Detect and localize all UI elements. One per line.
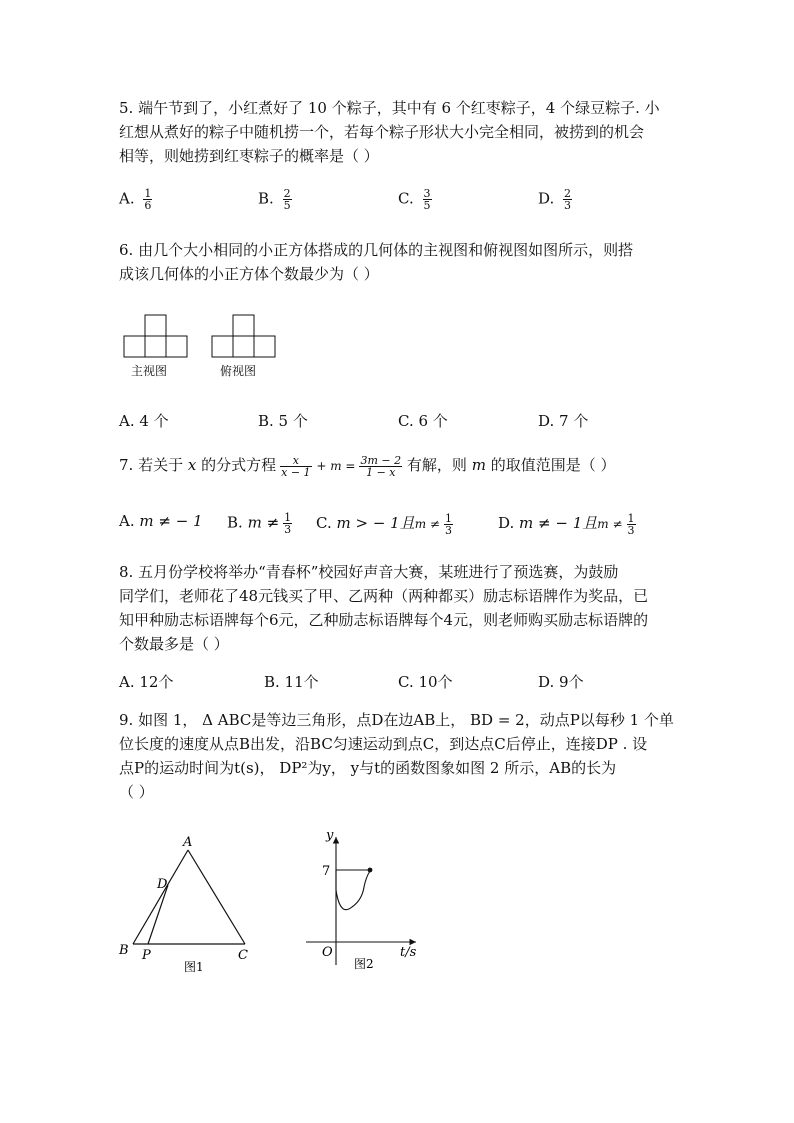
- function-curve: [336, 870, 370, 910]
- q9-figure-1: [110, 830, 260, 980]
- figure-1-caption: 图1: [184, 960, 204, 974]
- q7-var-m: m: [471, 456, 486, 474]
- q8-line3: 知甲种励志标语牌每个6元，乙种励志标语牌每个4元，则老师购买励志标语牌的: [119, 611, 649, 629]
- q7-option-c-fraction: $\frac{1}{3}$: [444, 511, 452, 537]
- label-d: D: [157, 877, 168, 892]
- top-view-label: 俯视图: [220, 364, 257, 378]
- q7-mid: 的分式方程: [201, 456, 277, 474]
- front-view-drawing: [124, 315, 187, 357]
- question-8: [119, 560, 679, 656]
- q5-option-d-fraction: $\frac{2}{3}$: [564, 187, 572, 212]
- q8-line1: 8. 五月份学校将举办“青春杯”校园好声音大赛，某班进行了预选赛，为鼓励: [119, 563, 619, 581]
- y-axis-label: y: [326, 828, 334, 843]
- q5-option-c-fraction: $\frac{3}{5}$: [423, 187, 431, 212]
- question-6: [119, 238, 679, 286]
- q6-line1: 6. 由几个大小相同的小正方体搭成的几何体的主视图和俯视图如图所示，则搭: [119, 241, 634, 259]
- label-c: C: [238, 948, 248, 963]
- q9-line2: 位长度的速度从点B出发，沿BC匀速运动到点C，到达点C后停止，连接DP . 设: [119, 735, 648, 753]
- side-ac: [188, 850, 245, 944]
- x-axis-label: t/s: [400, 945, 417, 960]
- q7-eq-left-fraction: $\frac{x}{x - 1}$: [281, 453, 311, 479]
- q5-option-b[interactable]: B. $\frac{2}{5}$: [258, 187, 291, 212]
- y-tick-7: 7: [322, 864, 331, 879]
- q7-eq-plus-m: + m =: [316, 459, 356, 473]
- q7-option-d-fraction: $\frac{1}{3}$: [627, 511, 635, 537]
- segment-dp: [148, 885, 168, 944]
- q8-option-b[interactable]: B. 11个: [264, 673, 319, 691]
- label-a: A: [183, 835, 193, 850]
- q6-option-a[interactable]: A. 4 个: [119, 412, 169, 430]
- q9-line4: （ ）: [119, 783, 154, 801]
- q7-option-b[interactable]: B. m ≠ $\frac{1}{3}$: [227, 511, 292, 536]
- q6-option-d[interactable]: D. 7 个: [538, 412, 589, 430]
- q7-option-c[interactable]: C. m > − 1且m ≠ $\frac{1}{3}$: [316, 511, 452, 537]
- q9-line1: 9. 如图 1， Δ ABC是等边三角形，点D在边AB上， BD = 2，动点P以每秒 1 个单: [119, 711, 674, 729]
- figure-2-caption: 图2: [354, 957, 374, 971]
- q6-option-b[interactable]: B. 5 个: [258, 412, 308, 430]
- question-7: [119, 454, 615, 478]
- q6-line2: 成该几何体的小正方体个数最少为（ ）: [119, 265, 379, 283]
- q5-line1: 5. 端午节到了，小红煮好了 10 个粽子，其中有 6 个红枣粽子，4 个绿豆粽子. 小: [119, 99, 660, 117]
- q5-option-a[interactable]: A. $\frac{1}{6}$: [119, 187, 152, 212]
- q5-option-b-fraction: $\frac{2}{5}$: [283, 187, 291, 212]
- q8-line2: 同学们，老师花了48元钱买了甲、乙两种（两种都买）励志标语牌作为奖品，已: [119, 587, 649, 605]
- q5-line2: 红想从煮好的粽子中随机捞一个，若每个粽子形状大小完全相同，被捞到的机会: [119, 123, 645, 141]
- q7-suffix2: 的取值范围是（ ）: [490, 456, 616, 474]
- question-9: [119, 708, 679, 804]
- q8-option-c[interactable]: C. 10个: [398, 673, 453, 691]
- question-5: [119, 96, 679, 168]
- q9-line3: 点P的运动时间为t(s)， DP²为y， y与t的函数图象如图 2 所示，AB的长为: [119, 759, 617, 777]
- q8-option-a[interactable]: A. 12个: [119, 673, 174, 691]
- top-view-drawing: [212, 315, 275, 357]
- q8-line4: 个数最多是（ ）: [119, 635, 229, 653]
- q5-line3: 相等，则她捞到红枣粽子的概率是（ ）: [119, 147, 379, 165]
- q7-var-x: x: [187, 456, 197, 474]
- q6-option-c[interactable]: C. 6 个: [398, 412, 448, 430]
- q7-eq-right-fraction: $\frac{3m - 2}{1 - x}$: [360, 453, 402, 479]
- q5-option-a-fraction: $\frac{1}{6}$: [144, 187, 152, 212]
- origin-label: O: [322, 945, 333, 960]
- q5-option-d[interactable]: D. $\frac{2}{3}$: [538, 187, 572, 212]
- q9-figure-2: [300, 825, 430, 980]
- label-b: B: [119, 943, 129, 958]
- q7-suffix1: 有解，则: [406, 456, 467, 474]
- label-p: P: [142, 948, 151, 963]
- side-ab: [133, 850, 188, 944]
- q7-option-b-fraction: $\frac{1}{3}$: [284, 511, 292, 536]
- q7-prefix: 7. 若关于: [119, 456, 184, 474]
- front-view-label: 主视图: [131, 364, 168, 378]
- curve-endpoint: [368, 868, 373, 873]
- q7-option-d[interactable]: D. m ≠ − 1且m ≠ $\frac{1}{3}$: [498, 511, 635, 537]
- q7-option-a[interactable]: A. m ≠ − 1: [119, 512, 203, 530]
- q8-option-d[interactable]: D. 9个: [538, 673, 584, 691]
- q5-option-c[interactable]: C. $\frac{3}{5}$: [398, 187, 431, 212]
